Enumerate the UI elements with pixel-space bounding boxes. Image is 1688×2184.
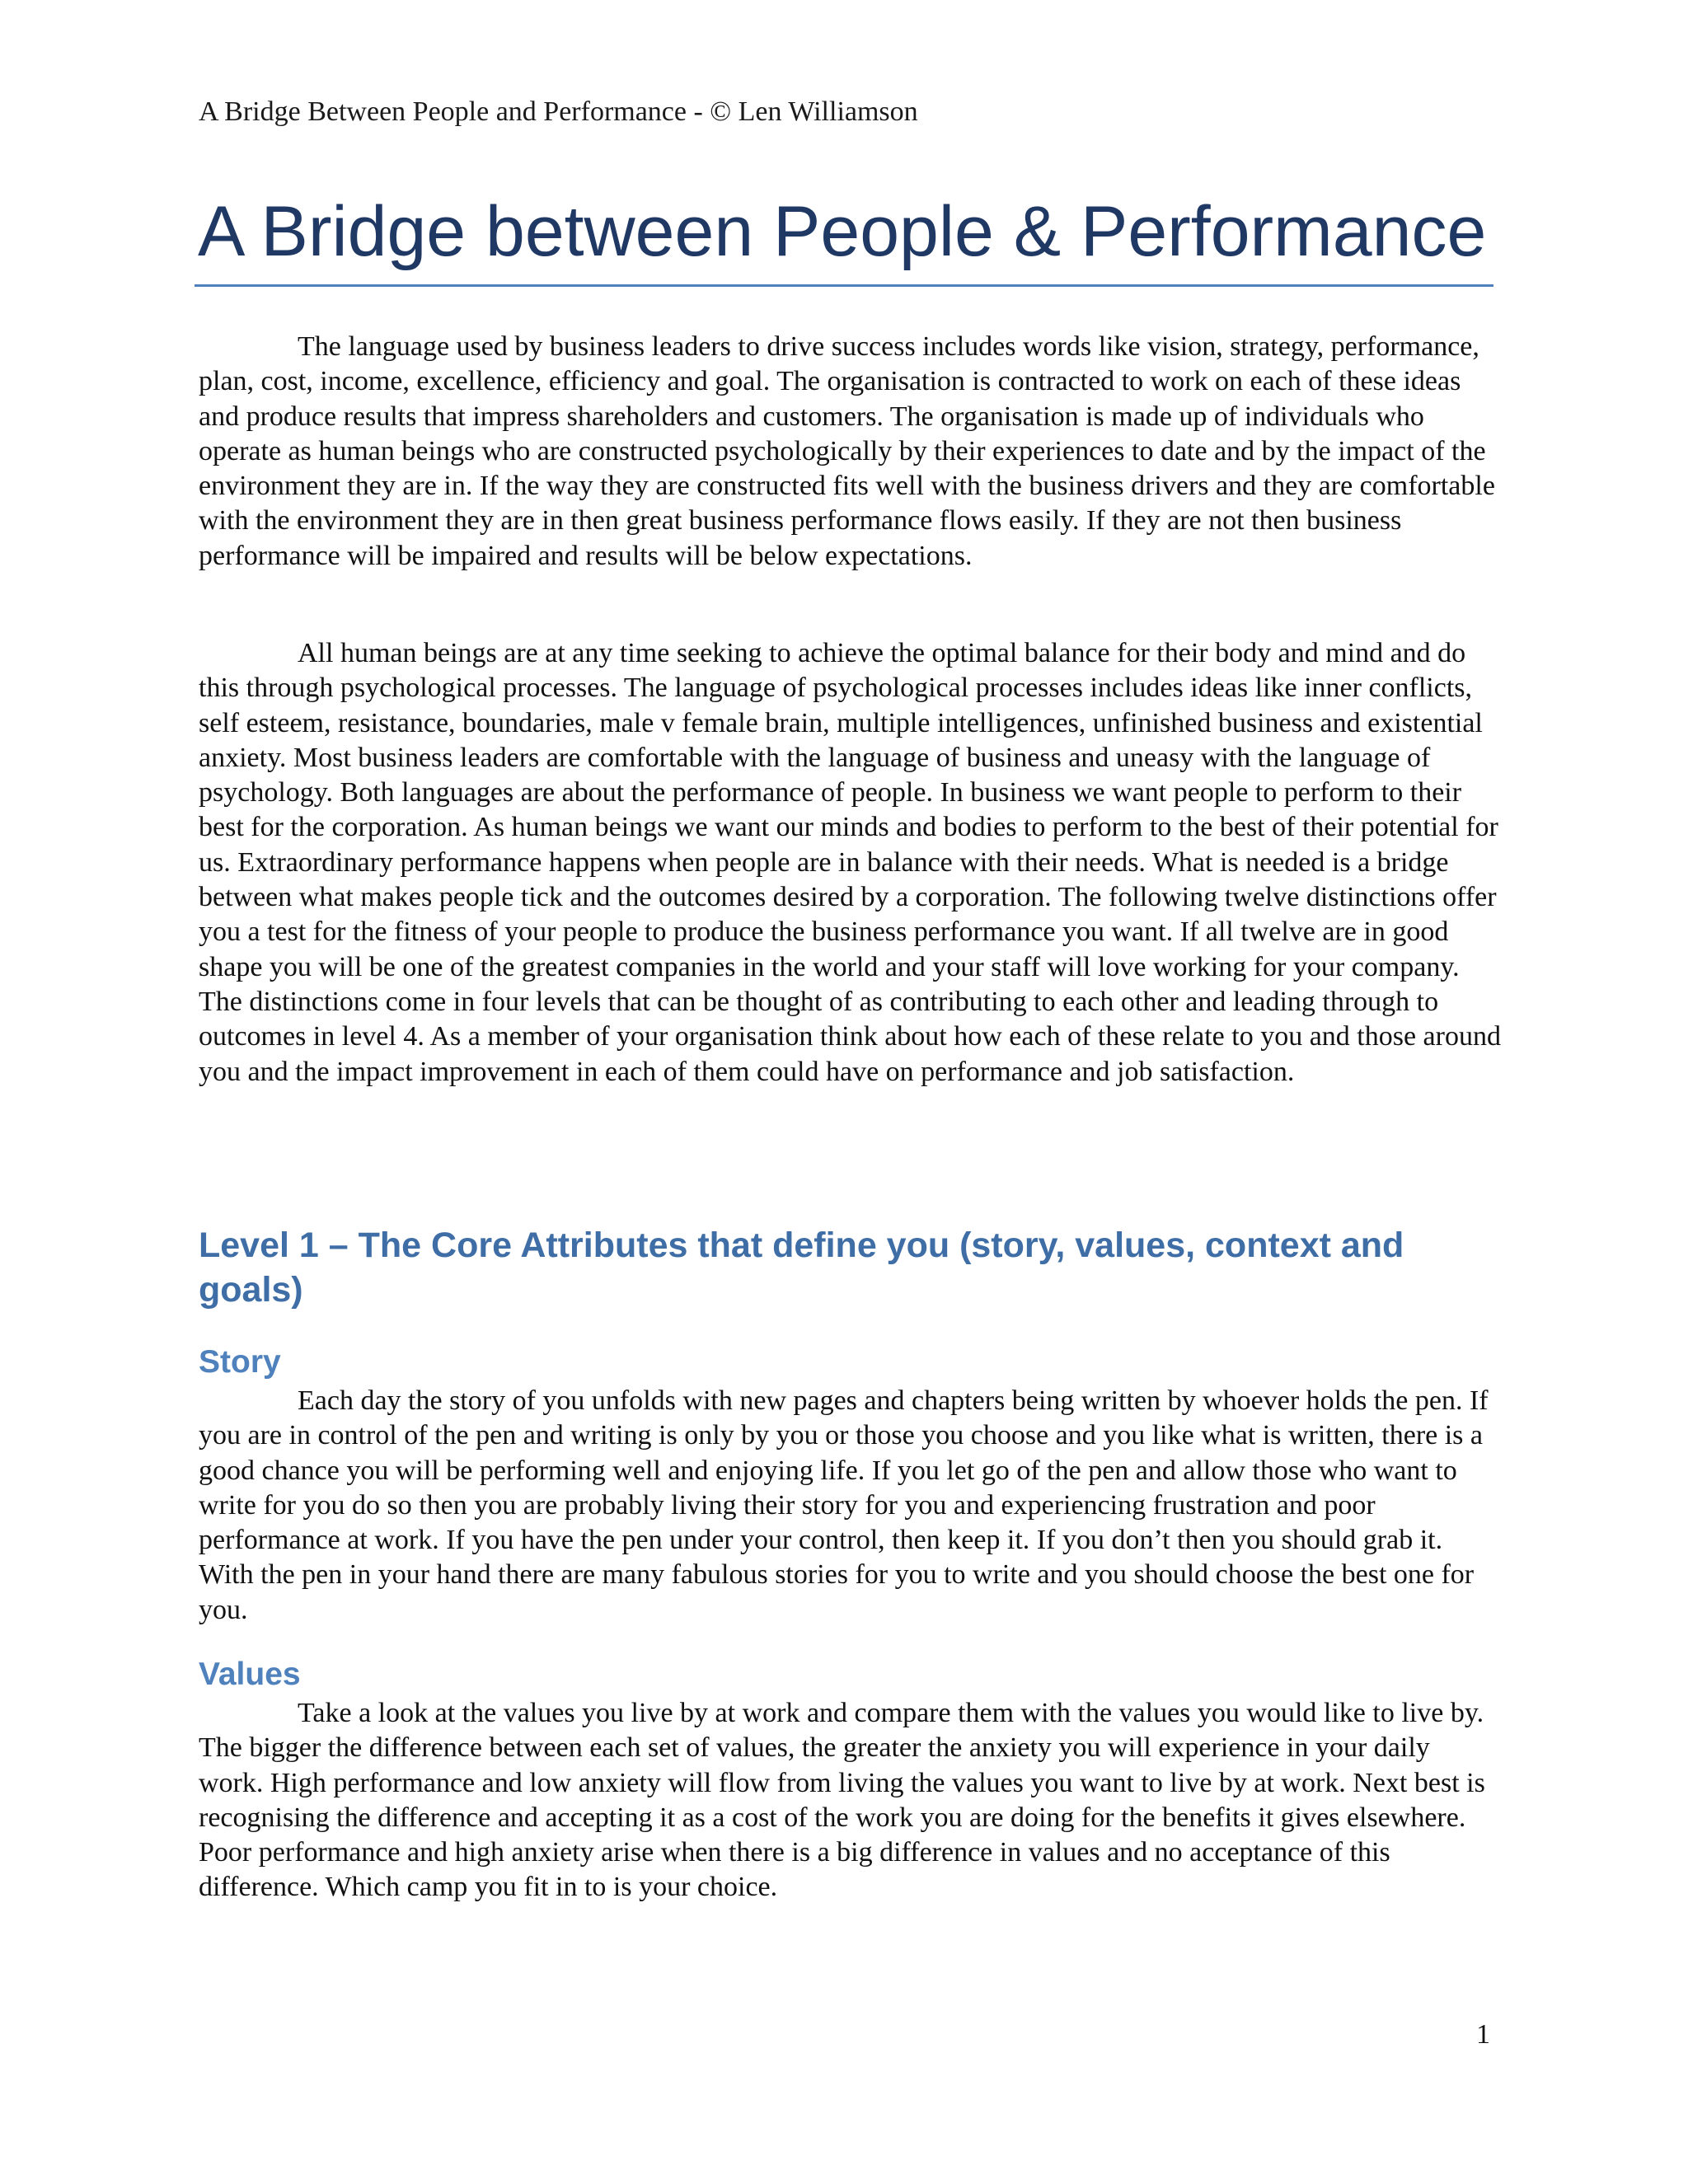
story-heading: Story [199, 1344, 281, 1380]
story-paragraph: Each day the story of you unfolds with new pages and chapters being written by whoever holds the pen. If you are in control of the pen and writing is only by you or those you choose and you like what is written, there is a good chance you will be performing well and enjoying life. If you let go of the pen and allow those who want to write for you do so then you are probably living their story for you and experiencing frustration and poor performance at work. If you have the pen under your control, then keep it. If you don’t then you should grab it. With the pen in your hand there are many fabulous stories for you to write and you should choose the best one for you. [199, 1385, 1489, 1625]
document-title: A Bridge between People & Performance [198, 192, 1487, 271]
title-underline-rule [195, 284, 1493, 287]
level-1-heading: Level 1 – The Core Attributes that define you (story, values, context and goals) [199, 1226, 1404, 1310]
page-number: 1 [1476, 2019, 1490, 2050]
intro-paragraph-1: The language used by business leaders to drive success includes words like vision, strategy, performance, plan, cost, income, excellence, efficiency and goal. The organisation is contracted to work on each of these ideas and produce results that impress shareholders and customers. The organisation is made up of individuals who operate as human beings who are constructed psychologically by their experiences to date and by the impact of the environment they are in. If the way they are constructed fits well with the business drivers and they are comfortable with the environment they are in then great business performance flows easily. If they are not then business performance will be impaired and results will be below expectations. [199, 331, 1495, 571]
values-paragraph: Take a look at the values you live by at work and compare them with the values you would like to live by. The bigger the difference between each set of values, the greater the anxiety you will experience in your daily work. High performance and low anxiety will flow from living the values you want to live by at work. Next best is recognising the difference and accepting it as a cost of the work you are doing for the benefits it gives elsewhere. Poor performance and high anxiety arise when there is a big difference in values and no acceptance of this difference. Which camp you fit in to is your choice. [199, 1698, 1485, 1903]
values-heading: Values [199, 1657, 301, 1692]
intro-paragraph-2: All human beings are at any time seeking to achieve the optimal balance for their body and mind and do this through psychological processes. The language of psychological processes includes ideas like inner conflicts, self esteem, resistance, boundaries, male v female brain, multiple intelligences, unfinished business and existential anxiety. Most business leaders are comfortable with the language of business and uneasy with the language of psychology. Both languages are about the performance of people. In business we want people to perform to their best for the corporation. As human beings we want our minds and bodies to perform to the best of their potential for us. Extraordinary performance happens when people are in balance with their needs. What is needed is a bridge between what makes people tick and the outcomes desired by a corporation. The following twelve distinctions offer you a test for the fitness of your people to produce the business performance you want. If all twelve are in good shape you will be one of the greatest companies in the world and your staff will love working for your company. The distinctions come in four levels that can be thought of as contributing to each other and leading through to outcomes in level 4. As a member of your organisation think about how each of these relate to you and those around you and the impact improvement in each of them could have on performance and job satisfaction. [199, 638, 1501, 1087]
running-header: A Bridge Between People and Performance - © Len Williamson [199, 96, 918, 127]
